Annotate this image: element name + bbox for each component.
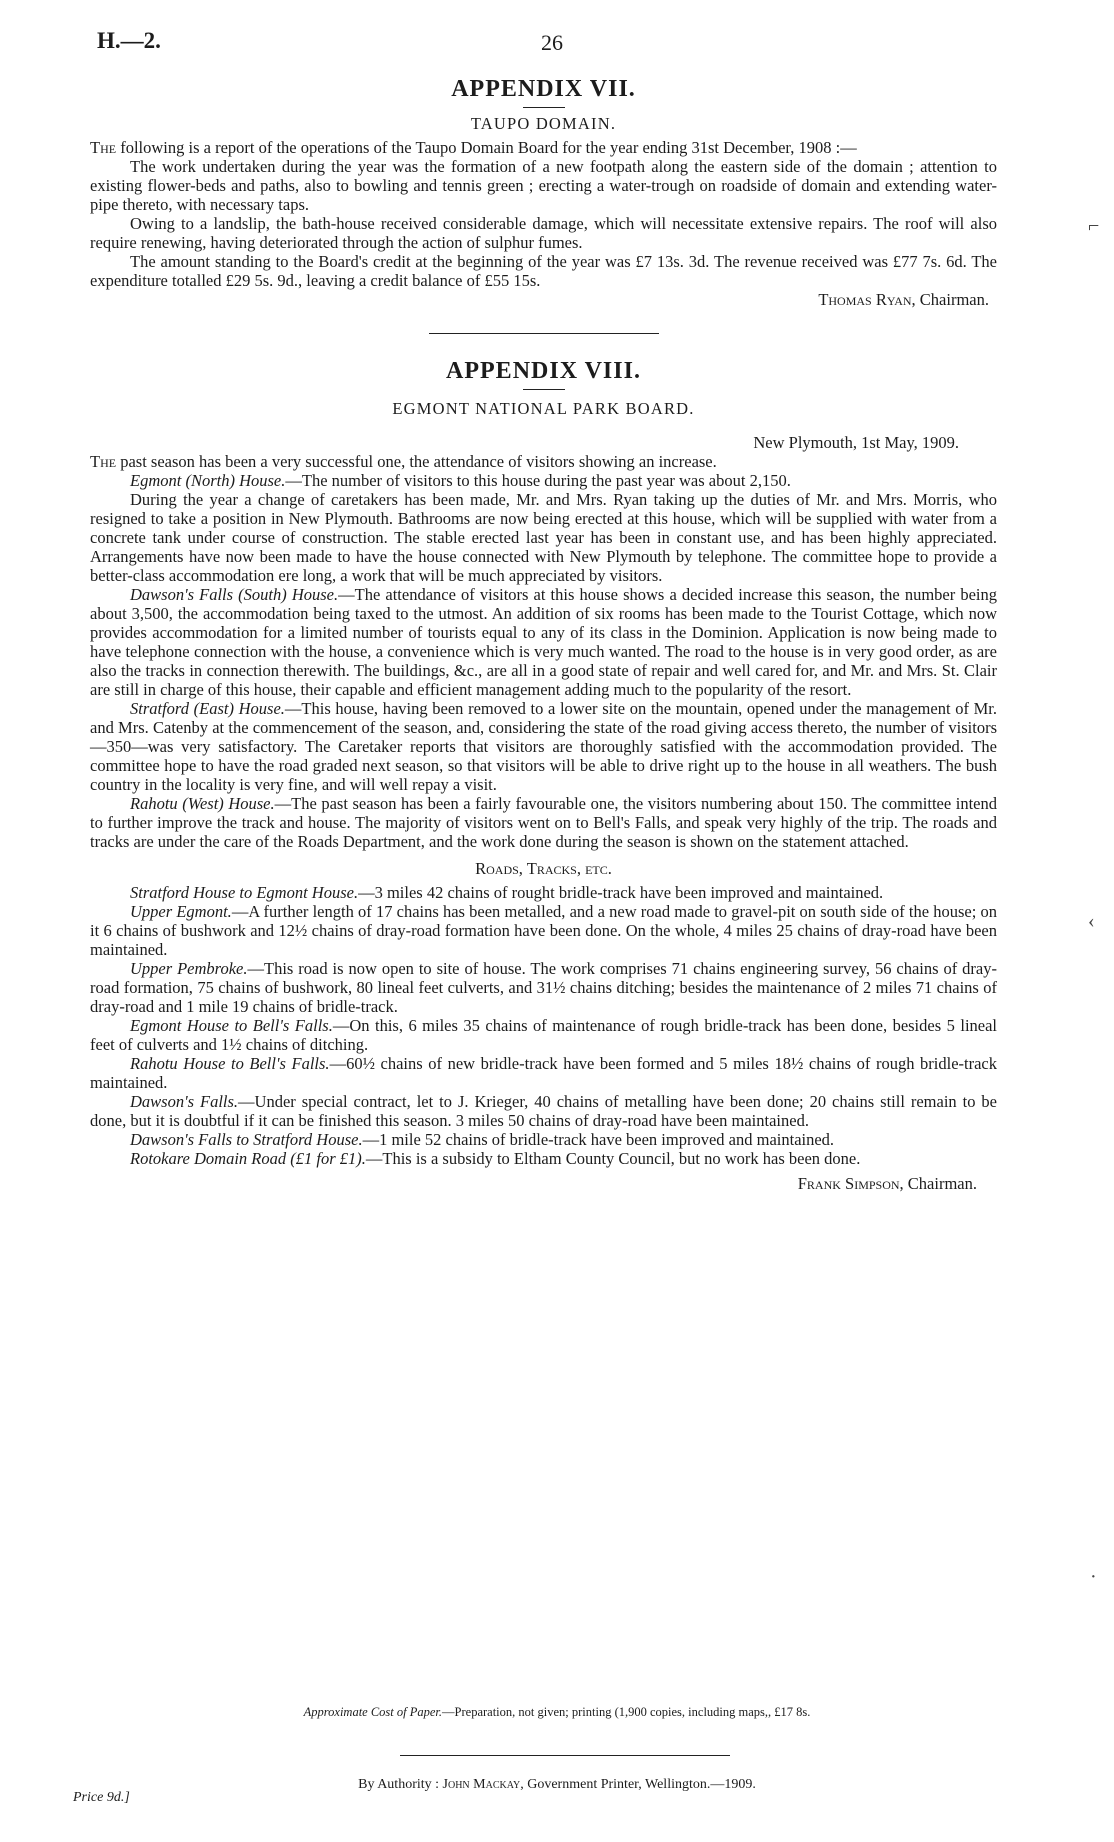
road-item-text: —A further length of 17 chains has been metalled, and a new road made to gravel-pit on south side of the house; on it 6 chains of bushwork and 12½ chains of dray-road formation have been done. On the whole, 4 miles 25 chains of dray-road have been maintained. [90, 902, 997, 959]
appendix-7-paragraph-2: The work undertaken during the year was the formation of a new footpath along the eastern side of the domain ; attention to existing flower-beds and paths, also to bowling and tennis green ; erecting a water-trough on roadside of domain and extending water-pipe thereto, with necessary taps. [90, 157, 997, 214]
lead-word: The [90, 452, 117, 471]
road-item-text: —3 miles 42 chains of rought bridle-track have been improved and maintained. [358, 883, 884, 902]
title-divider [523, 107, 565, 108]
margin-mark: ‹ [1088, 910, 1095, 932]
appendix-7-paragraph-1 [90, 138, 997, 157]
main-column [90, 74, 997, 1193]
price-note: Price 9d.] [73, 1790, 130, 1805]
paragraph-text: —The number of visitors to this house during the past year was about 2,150. [285, 471, 791, 490]
printer-authority [0, 1777, 1114, 1793]
section-divider [429, 333, 659, 334]
paragraph-text: —The past season has been a fairly favourable one, the visitors numbering about 150. The committee intend to further improve the track and house. The majority of visitors went on to Bell's Falls, and speak very highly of the trip. The roads and tracks are under the care of the Roads Department, and the work done during the season is shown on the statement attached. [90, 794, 997, 851]
roads-tracks-heading: Roads, Tracks, etc. [475, 859, 612, 878]
appendix-8-title: APPENDIX VIII. [446, 358, 641, 384]
margin-mark: · [1090, 1566, 1097, 1588]
road-item-heading: Stratford House to Egmont House. [130, 883, 359, 902]
road-item [90, 1130, 997, 1149]
road-item-text: —This road is now open to site of house. The work comprises 71 chains engineering survey, 56 chains of dray-road formation, 75 chains of bushwork, 80 lineal feet culverts, and 31½ chains ditching; besides the maintenance of 2 miles 71 chains of dray-road and 1 mile 19 chains of bridle-track. [90, 959, 997, 1016]
egmont-north-paragraph [90, 471, 997, 490]
title-divider [523, 389, 565, 390]
road-item-text: —60½ chains of new bridle-track have been formed and 5 miles 18½ chains of rough bridle-track maintained. [90, 1054, 997, 1092]
paragraph-heading: Stratford (East) House. [130, 699, 285, 718]
signatory-role: , Chairman. [899, 1174, 977, 1193]
lead-word: The [90, 138, 117, 157]
appendix-7-signature [90, 290, 997, 309]
signatory-name: Thomas Ryan [818, 290, 912, 309]
road-item-heading: Dawson's Falls to Stratford House. [130, 1130, 363, 1149]
paragraph-text: —The attendance of visitors at this house shows a decided increase this season, the number being about 3,500, the accommodation being taxed to the utmost. An addition of six rooms has been made to the Tourist Cottage, which now provides accommodation for a limited number of tourists equal to any of its class in the Dominion. Application is now being made to have telephone connection with the house, a convenience which is very much wanted. The road to the house is in very good order, as are also the tracks in connection therewith. The buildings, &c., are all in a good state of repair and well cared for, and Mr. and Mrs. St. Clair are still in charge of this house, their capable and efficient management adding much to the popularity of the resort. [90, 585, 997, 699]
road-item [90, 1092, 997, 1130]
road-item [90, 883, 997, 902]
road-item-heading: Dawson's Falls. [130, 1092, 239, 1111]
road-item-heading: Rotokare Domain Road (£1 for £1). [130, 1149, 366, 1168]
appendix-8-signature [90, 1174, 997, 1193]
authority-suffix: , Government Printer, Wellington.—1909. [520, 1777, 756, 1792]
paragraph-text: past season has been a very successful one, the attendance of visitors showing an increase. [120, 452, 717, 471]
road-item-text: —Under special contract, let to J. Krieger, 40 chains of metalling have been done; 20 chains still remain to be done, but it is doubtful if it can be finished this season. 3 miles 50 chains of dray-road have been maintained. [90, 1092, 997, 1130]
appendix-8-subtitle: EGMONT NATIONAL PARK BOARD. [392, 399, 695, 418]
dawsons-falls-paragraph [90, 585, 997, 699]
road-item-text: —This is a subsidy to Eltham County Council, but no work has been done. [365, 1149, 861, 1168]
appendix-7-title: APPENDIX VII. [451, 76, 636, 102]
printer-name: John Mackay [442, 1777, 521, 1792]
appendix-7-paragraph-3: Owing to a landslip, the bath-house received considerable damage, which will necessitate extensive repairs. The roof will also require renewing, having deteriorated through the action of sulphur fumes. [90, 214, 997, 252]
paragraph-heading: Dawson's Falls (South) House. [130, 585, 339, 604]
cost-text: —Preparation, not given; printing (1,900 copies, including maps,, £17 8s. [442, 1705, 811, 1719]
caretakers-paragraph: During the year a change of caretakers has been made, Mr. and Mrs. Ryan taking up the duties of Mr. and Mrs. Morris, who resigned to take a position in New Plymouth. Bathrooms are now being erected at this house, which will be supplied with water from a concrete tank under course of construction. The stable erected last year has been in constant use, and has been highly appreciated. Arrangements have now been made to have the house connected with New Plymouth by telephone. The committee hope to provide a better-class accommodation ere long, a work that will be much appreciated by visitors. [90, 490, 997, 585]
cost-of-paper-note [0, 1705, 1114, 1720]
signatory-name: Frank Simpson [797, 1174, 900, 1193]
road-item-heading: Upper Egmont. [130, 902, 232, 921]
road-item-heading: Upper Pembroke. [130, 959, 248, 978]
road-item-text: —On this, 6 miles 35 chains of maintenance of rough bridle-track has been done, besides 5 lineal feet of culverts and 1½ chains of ditching. [90, 1016, 998, 1054]
signatory-role: , Chairman. [911, 290, 989, 309]
authority-prefix: By Authority : [358, 1777, 440, 1792]
paragraph-text: following is a report of the operations of the Taupo Domain Board for the year ending 31st December, 1908 :— [120, 138, 857, 157]
letter-date: New Plymouth, 1st May, 1909. [753, 433, 959, 452]
margin-mark: ⌐ [1088, 215, 1100, 237]
cost-label: Approximate Cost of Paper. [303, 1705, 443, 1719]
road-item [90, 1016, 997, 1054]
appendix-7-paragraph-4: The amount standing to the Board's credit at the beginning of the year was £7 13s. 3d. The revenue received was £77 7s. 6d. The expenditure totalled £29 5s. 9d., leaving a credit balance of £55 15s. [90, 252, 997, 290]
footer-divider [400, 1755, 730, 1756]
road-item [90, 902, 997, 959]
report-reference: H.—2. [97, 28, 161, 53]
paragraph-heading: Rahotu (West) House. [130, 794, 275, 813]
page-number: 26 [541, 30, 563, 55]
road-item [90, 1149, 997, 1168]
appendix-8-paragraph-1 [90, 452, 997, 471]
paragraph-text: —This house, having been removed to a lower site on the mountain, opened under the management of Mr. and Mrs. Catenby at the commencement of the season, and, considering the state of the road giving access thereto, the number of visitors—350—was very satisfactory. The Caretaker reports that visitors are thoroughly satisfied with the accommodation provided. The committee hope to have the road graded next season, so that visitors will be able to drive right up to the house in all weathers. The bush country in the locality is very fine, and will well repay a visit. [90, 699, 997, 794]
appendix-7-subtitle: TAUPO DOMAIN. [470, 114, 617, 133]
road-item-heading: Egmont House to Bell's Falls. [130, 1016, 333, 1035]
road-item [90, 959, 997, 1016]
road-item [90, 1054, 997, 1092]
stratford-east-paragraph [90, 699, 997, 794]
road-item-text: —1 mile 52 chains of bridle-track have been improved and maintained. [362, 1130, 835, 1149]
road-item-heading: Rahotu House to Bell's Falls. [130, 1054, 330, 1073]
paragraph-heading: Egmont (North) House. [130, 471, 286, 490]
rahotu-west-paragraph [90, 794, 997, 851]
